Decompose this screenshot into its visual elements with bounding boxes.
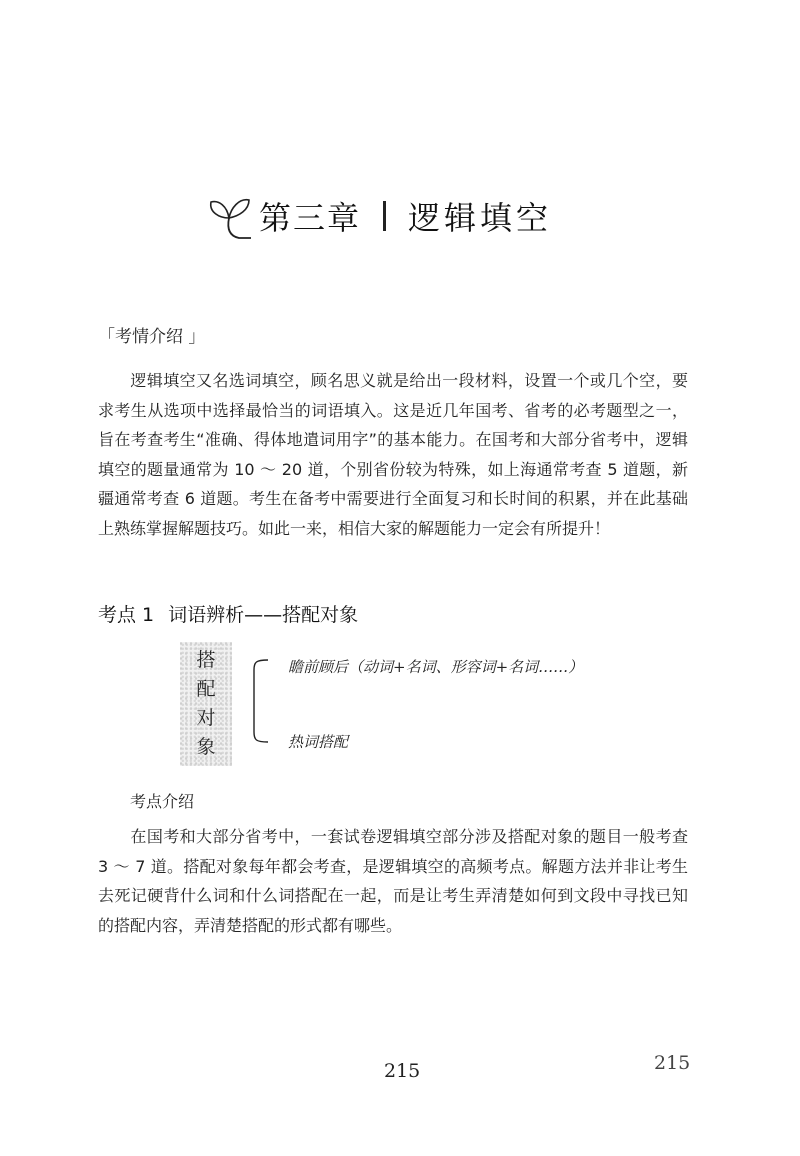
intro-paragraph-text: 逻辑填空又名选词填空，顾名思义就是给出一段材料，设置一个或几个空，要求考生从选项中选择最恰当的词语填入。这是近几年国考、省考的必考题型之一，旨在考查考生“准确、得体地遣词用字”的基本能力。在国考和大部分省考中，逻辑填空的题量通常为 10 ～ 20 道，个别省份较为特殊，如上海通常考查 5 道题，新疆通常考查 6 道题。考生在备考中需要进行全面复习和长时间的积累，并在此基础上熟练掌握解题技巧。如此一来，相信大家的解题能力一定会有所提升！ (98, 371, 688, 538)
brace-icon (250, 658, 270, 744)
diagram-branch-1: 瞻前顾后（动词+名词、形容词+名词……） (288, 658, 584, 676)
kaodian-number: 考点 1 (98, 604, 155, 626)
intro-paragraph (98, 366, 688, 543)
diagram-box (180, 642, 232, 766)
kaodian-heading (98, 600, 358, 627)
sprout-icon (205, 188, 253, 244)
chapter-title: 逻辑填空 (408, 199, 553, 237)
chapter-heading (205, 186, 552, 246)
diagram-branch-2: 热词搭配 (288, 733, 349, 751)
kaodian-title: 词语辨析——搭配对象 (168, 604, 359, 626)
page-number: 215 (384, 1060, 421, 1082)
diagram-char: 对 (196, 707, 216, 729)
intro-section-label: 「考情介绍 」 (98, 327, 206, 347)
kaodian-intro-paragraph-text: 在国考和大部分省考中，一套试卷逻辑填空部分涉及搭配对象的题目一般考查 3 ～ 7 道。搭配对象每年都会考查，是逻辑填空的高频考点。解题方法并非让考生去死记硬背什么词和什么词搭配在一起，而是让考生弄清楚如何到文段中寻找已知的搭配内容，弄清楚搭配的形式都有哪些。 (98, 827, 688, 935)
chapter-number: 第三章 (259, 199, 362, 237)
diagram-char: 象 (196, 736, 216, 758)
page-number-ghost-text: 215 (654, 1052, 691, 1074)
diagram-char: 配 (196, 678, 216, 700)
chapter-divider (383, 201, 386, 231)
diagram-char: 搭 (196, 649, 216, 671)
kaodian-intro-paragraph (98, 822, 688, 940)
page-number-ghost (654, 1052, 691, 1074)
kaodian-intro-title: 考点介绍 (130, 792, 195, 811)
